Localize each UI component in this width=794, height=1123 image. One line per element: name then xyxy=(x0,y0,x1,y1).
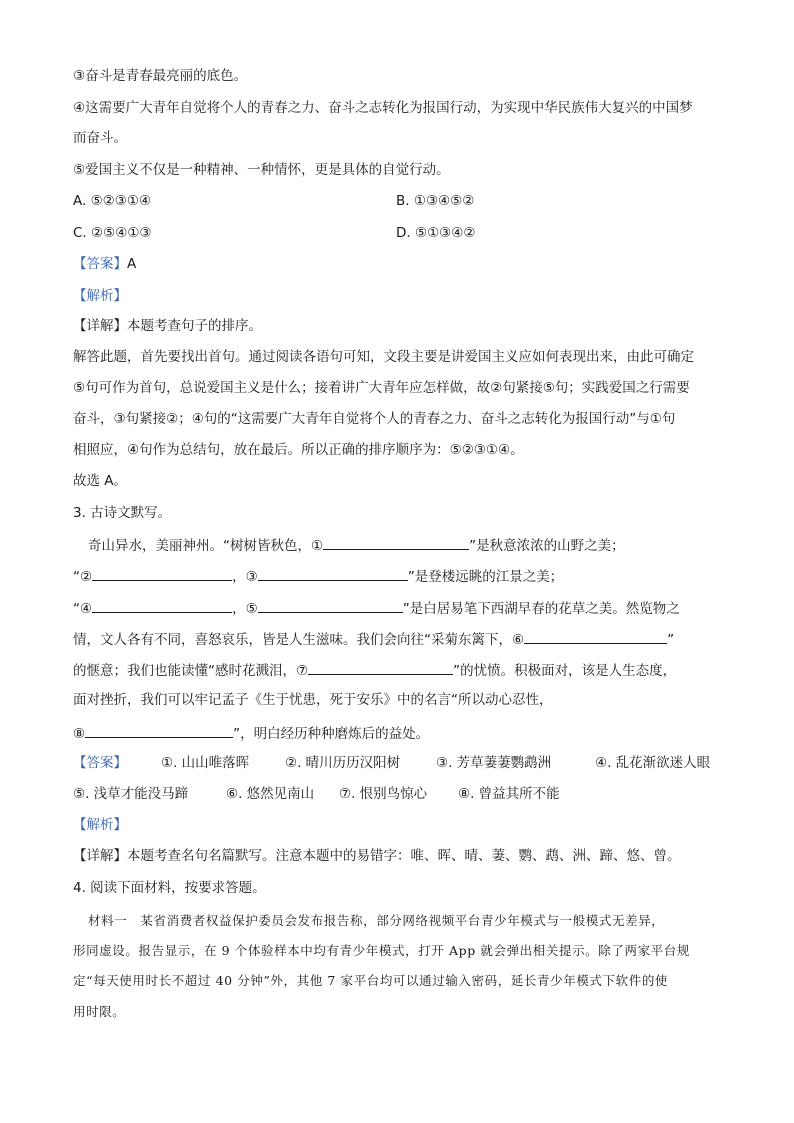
q3-text: ，③ xyxy=(232,569,258,585)
q2-answer-value: A xyxy=(127,256,137,272)
q2-detail-line-5: 相照应，④句作为总结句，放在最后。所以正确的排序顺序为：⑤②③①④。 xyxy=(73,442,524,458)
q3-text: ⑧ xyxy=(73,726,86,742)
q3-analysis-tag: 【解析】 xyxy=(73,817,127,833)
q3-text: ”是白居易笔下西湖早春的花草之美。然览物之 xyxy=(402,601,680,617)
sentence-5: ⑤爱国主义不仅是一种精神、一种情怀，更是具体的自觉行动。 xyxy=(73,162,450,178)
fill-blank-4 xyxy=(92,597,232,613)
sentence-4-line-2: 而奋斗。 xyxy=(73,130,127,146)
answer-item-3: ③. 芳草萋萋鹦鹉洲 xyxy=(436,755,552,771)
fill-blank-2 xyxy=(92,565,232,581)
material-1-line-2: 形同虚设。报告显示，在 9 个体验样本中均有青少年模式，打开 App 就会弹出相关提示。除了两家平台规 xyxy=(73,943,690,958)
q3-line-1 xyxy=(88,534,748,556)
fill-blank-6 xyxy=(524,628,667,644)
q3-line-6: 面对挫折，我们可以牢记孟子《生于忧患，死于安乐》中的名言“所以动心忍性， xyxy=(73,692,553,708)
q2-detail-line-3: ⑤句可作为首句，总说爱国主义是什么；接着讲广大青年应怎样做，故②句紧接⑤句；实践爱国之行需要 xyxy=(73,380,690,396)
material-1-line-1: 材料一 某省消费者权益保护委员会发布报告称，部分网络视频平台青少年模式与一般模式无差异， xyxy=(88,913,665,928)
q2-detail-line-4: 奋斗，③句紧接②；④句的“这需要广大青年自觉将个人的青春之力、奋斗之志转化为报国行动”与①句 xyxy=(73,411,676,427)
q3-line-7 xyxy=(73,722,733,744)
q3-text: “④ xyxy=(73,601,93,617)
option-c: C. ②⑤④①③ xyxy=(73,225,152,241)
q3-line-5 xyxy=(73,659,733,681)
q2-detail-line-2: 解答此题，首先要找出首句。通过阅读各语句可知，文段主要是讲爱国主义应如何表现出来，由此可确定 xyxy=(73,349,694,365)
detail-tag: 【详解】 xyxy=(73,848,127,864)
answer-tag: 【答案】 xyxy=(73,755,127,771)
q4-title: 4. 阅读下面材料，按要求答题。 xyxy=(73,880,266,896)
q3-text: ”是秋意浓浓的山野之美； xyxy=(469,538,625,554)
fill-blank-1 xyxy=(323,534,469,550)
q3-text: ”是登楼远眺的江景之美； xyxy=(407,569,564,585)
option-d: D. ⑤①③④② xyxy=(396,225,476,241)
q2-detail-text-1: 本题考查句子的排序。 xyxy=(127,318,262,334)
answer-item-7: ⑦. 恨别鸟惊心 xyxy=(339,786,428,802)
answer-item-4: ④. 乱花渐欲迷人眼 xyxy=(595,755,711,771)
q3-line-2 xyxy=(73,565,733,587)
q3-text: ” xyxy=(667,632,675,648)
q3-text: ”的忧愤。积极面对，该是人生态度， xyxy=(453,663,677,679)
answer-item-6: ⑥. 悠然见南山 xyxy=(226,786,315,802)
fill-blank-5 xyxy=(258,597,403,613)
option-a: A. ⑤②③①④ xyxy=(73,193,152,209)
answer-item-8: ⑧. 曾益其所不能 xyxy=(458,786,560,802)
answer-tag: 【答案】 xyxy=(73,256,127,272)
q3-text: 的惬意；我们也能读懂“感时花溅泪，⑦ xyxy=(73,663,309,679)
material-1-line-4: 用时限。 xyxy=(73,1004,126,1019)
q2-choose: 故选 A。 xyxy=(73,473,128,489)
answer-item-5: ⑤. 浅草才能没马蹄 xyxy=(73,786,189,802)
q3-detail-line xyxy=(73,846,733,866)
sentence-4-line-1: ④这需要广大青年自觉将个人的青春之力、奋斗之志转化为报国行动，为实现中华民族伟大复兴的中国梦 xyxy=(73,100,693,116)
q3-text: ，⑤ xyxy=(232,601,258,617)
q3-text: 奇山异水，美丽神州。“树树皆秋色，① xyxy=(88,538,324,554)
q3-text: 情，文人各有不同，喜怒哀乐，皆是人生滋味。我们会向往“采菊东篱下，⑥ xyxy=(73,632,525,648)
option-b: B. ①③④⑤② xyxy=(396,193,475,209)
sentence-3: ③奋斗是青春最亮丽的底色。 xyxy=(73,68,248,84)
q2-answer-line xyxy=(73,254,733,274)
detail-tag: 【详解】 xyxy=(73,318,127,334)
fill-blank-3 xyxy=(258,565,408,581)
q3-line-3 xyxy=(73,597,733,619)
fill-blank-8 xyxy=(85,722,233,738)
q3-text: ”，明白经历种种磨炼后的益处。 xyxy=(233,726,430,742)
fill-blank-7 xyxy=(308,659,453,675)
q2-detail-line-1 xyxy=(73,316,733,336)
q3-line-4 xyxy=(73,628,733,650)
answer-item-2: ②. 晴川历历汉阳树 xyxy=(285,755,401,771)
q3-title: 3. 古诗文默写。 xyxy=(73,505,172,521)
answer-item-1: ①. 山山唯落晖 xyxy=(161,755,250,771)
q3-text: “② xyxy=(73,569,93,585)
material-1-line-3: 定“每天使用时长不超过 40 分钟”外，其他 7 家平台均可以通过输入密码，延长青少年模式下软件的使 xyxy=(73,973,669,988)
q2-analysis-tag: 【解析】 xyxy=(73,288,127,304)
q3-detail-text: 本题考查名句名篇默写。注意本题中的易错字：唯、晖、晴、萋、鹦、鹉、洲、蹄、悠、曾。 xyxy=(127,848,681,864)
